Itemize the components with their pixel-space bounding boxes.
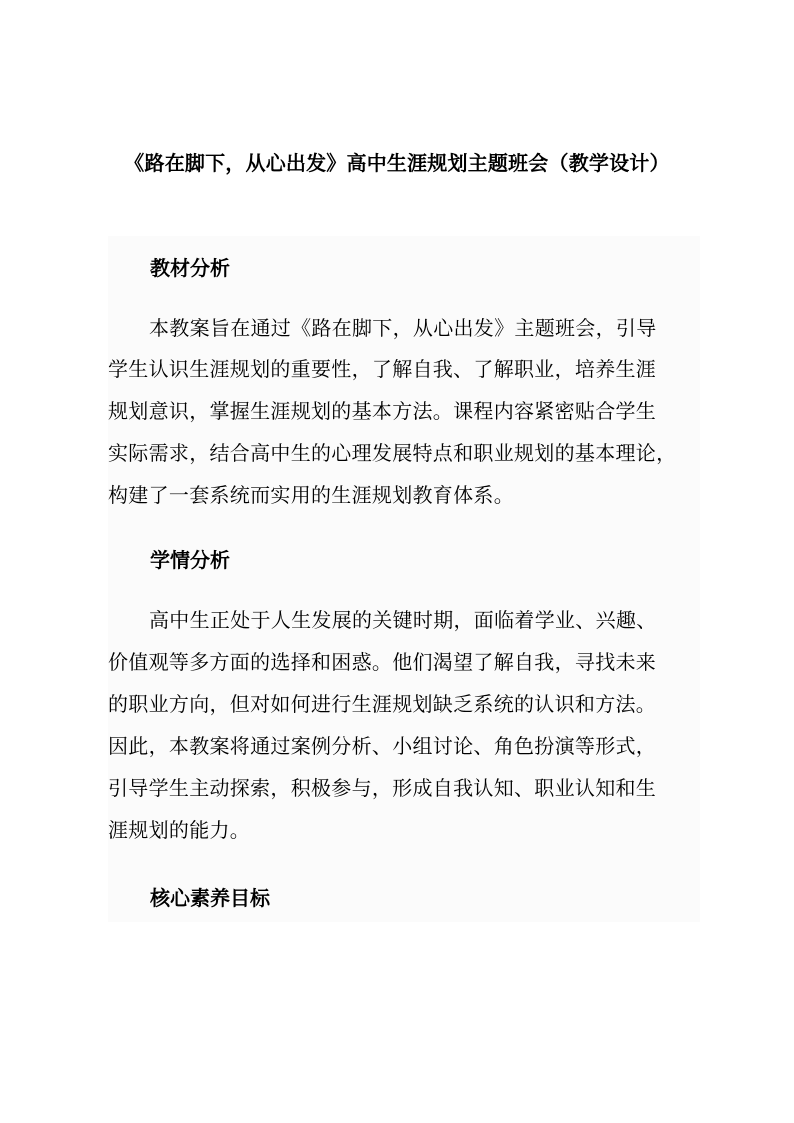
- document-title: 《路在脚下，从心出发》高中生涯规划主题班会（教学设计）: [124, 151, 670, 175]
- paragraph-line: 构建了一套系统而实用的生涯规划教育体系。: [108, 483, 514, 507]
- section-heading-textbook-analysis: 教材分析: [150, 256, 230, 280]
- paragraph-line: 价值观等多方面的选择和困惑。他们渴望了解自我，寻找未来: [108, 650, 657, 674]
- paragraph-line: 引导学生主动探索，积极参与，形成自我认知、职业认知和生: [108, 776, 657, 800]
- paragraph-line: 本教案旨在通过《路在脚下，从心出发》主题班会，引导: [149, 316, 657, 340]
- section-heading-student-analysis: 学情分析: [150, 548, 230, 572]
- paragraph-line: 学生认识生涯规划的重要性，了解自我、了解职业，培养生涯: [108, 357, 657, 381]
- paragraph-line: 规划意识，掌握生涯规划的基本方法。课程内容紧密贴合学生: [108, 399, 657, 423]
- section-heading-core-competency-goals: 核心素养目标: [150, 886, 270, 910]
- paragraph-line: 的职业方向，但对如何进行生涯规划缺乏系统的认识和方法。: [108, 692, 657, 716]
- paragraph-line: 实际需求，结合高中生的心理发展特点和职业规划的基本理论，: [108, 441, 677, 465]
- paragraph-line: 涯规划的能力。: [108, 818, 251, 842]
- paragraph-line: 因此，本教案将通过案例分析、小组讨论、角色扮演等形式，: [108, 734, 657, 758]
- paragraph-line: 高中生正处于人生发展的关键时期，面临着学业、兴趣、: [149, 608, 657, 632]
